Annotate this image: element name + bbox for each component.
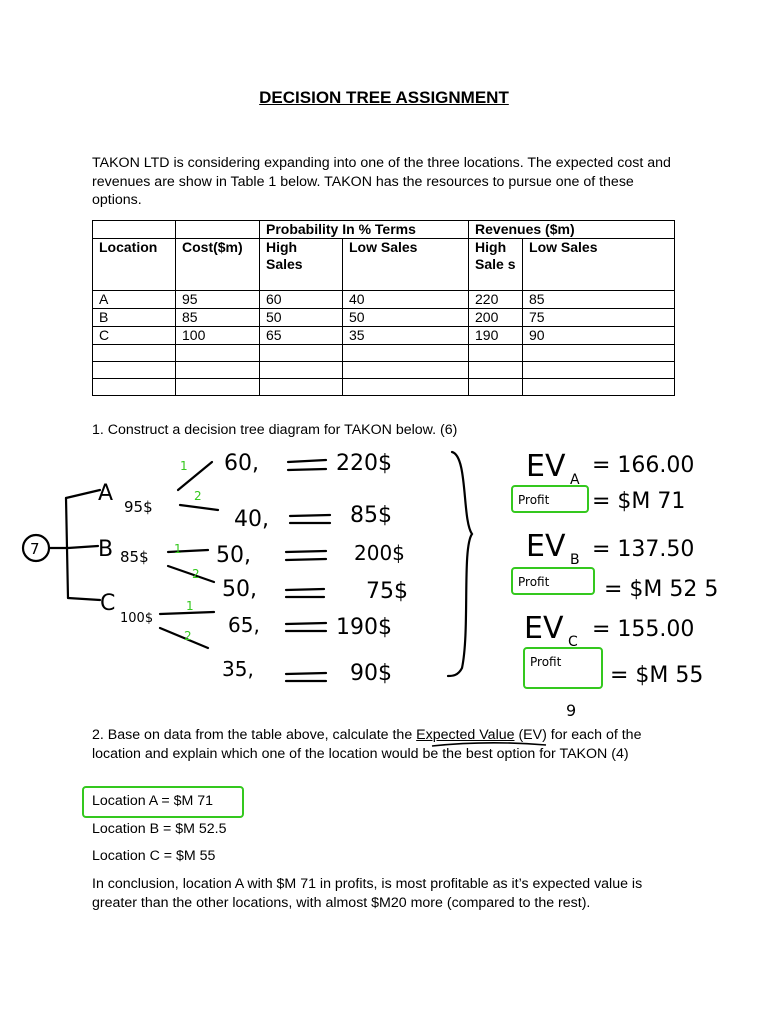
branch-revenue: 85$ bbox=[350, 503, 392, 528]
branch-number: 2 bbox=[192, 567, 200, 581]
node-cost: 85$ bbox=[120, 548, 149, 566]
table-cell: 35 bbox=[343, 327, 469, 345]
profit-label: Profit bbox=[518, 575, 550, 589]
answer-location-a: Location A = $M 71 bbox=[92, 793, 214, 809]
table-cell: 85 bbox=[176, 309, 260, 327]
table-cell: 220 bbox=[469, 291, 523, 309]
profit-value: = $M 71 bbox=[592, 489, 686, 514]
branch-number: 2 bbox=[194, 489, 202, 503]
ev-label: EV bbox=[524, 611, 564, 646]
table-cell: B bbox=[93, 309, 176, 327]
node-c: C bbox=[100, 591, 116, 616]
ev-label: EV bbox=[526, 529, 566, 564]
intro-paragraph: TAKON LTD is considering expanding into one of the three locations. The expected cost and revenues are show in Table 1 below. TAKON has the resources to pursue one of these options. bbox=[92, 155, 671, 208]
revenues-header: Revenues ($m) bbox=[469, 221, 675, 239]
table-cell: 90 bbox=[523, 327, 675, 345]
question-1: 1. Construct a decision tree diagram for TAKON below. (6) bbox=[92, 422, 458, 438]
ev-label: EV bbox=[526, 449, 566, 484]
brace-mark bbox=[448, 452, 472, 676]
table-row bbox=[93, 309, 675, 327]
node-b: B bbox=[98, 537, 114, 562]
branch-revenue: 90$ bbox=[350, 661, 392, 686]
ev-subscript: B bbox=[570, 552, 580, 568]
table-cell: 190 bbox=[469, 327, 523, 345]
table-cell: 200 bbox=[469, 309, 523, 327]
table-cell: 85 bbox=[523, 291, 675, 309]
decision-tree-drawing bbox=[0, 440, 768, 730]
question-2: 2. Base on data from the table above, calculate the Expected Value (EV) for each of the location and explain which one of the location would be the best option for TAKON (4) bbox=[92, 727, 642, 762]
table-cell: 95 bbox=[176, 291, 260, 309]
mark-annotation: 9 bbox=[566, 701, 577, 720]
table-cell: 75 bbox=[523, 309, 675, 327]
node-cost: 95$ bbox=[124, 498, 153, 516]
profit-value: = $M 52 5 bbox=[604, 577, 719, 602]
profit-label: Profit bbox=[530, 655, 562, 669]
node-a: A bbox=[98, 481, 114, 506]
empty-table-row bbox=[93, 362, 675, 379]
table-cell: A bbox=[93, 291, 176, 309]
branch-number: 1 bbox=[174, 542, 182, 556]
answer-location-c: Location C = $M 55 bbox=[92, 848, 216, 864]
ev-subscript: A bbox=[570, 472, 580, 488]
root-node-number: 7 bbox=[30, 540, 40, 558]
table-row bbox=[93, 327, 675, 345]
branch-revenue: 220$ bbox=[336, 451, 392, 476]
branch-probability: 65, bbox=[228, 613, 260, 637]
table-cell: C bbox=[93, 327, 176, 345]
table-group-header-row bbox=[93, 221, 675, 239]
expected-value-term: Expected Value bbox=[416, 727, 515, 743]
column-header: Low Sales bbox=[523, 239, 675, 291]
branch-probability: 40, bbox=[234, 507, 269, 532]
branch-probability: 50, bbox=[222, 577, 257, 602]
ev-value: = 137.50 bbox=[592, 537, 695, 562]
probability-header: Probability In % Terms bbox=[260, 221, 469, 239]
table-cell: 100 bbox=[176, 327, 260, 345]
branch-number: 2 bbox=[184, 629, 192, 643]
branch-number: 1 bbox=[180, 459, 188, 473]
profit-value: = $M 55 bbox=[610, 663, 704, 688]
empty-table-row bbox=[93, 345, 675, 362]
cost-revenue-table bbox=[92, 220, 675, 396]
answer-location-b: Location B = $M 52.5 bbox=[92, 821, 227, 837]
table-cell: 50 bbox=[260, 309, 343, 327]
branch-probability: 35, bbox=[222, 657, 254, 681]
empty-table-row bbox=[93, 379, 675, 396]
table-cell: 40 bbox=[343, 291, 469, 309]
conclusion-paragraph: In conclusion, location A with $M 71 in profits, is most profitable as it’s expected value is greater than the other locations, with almost $M20 more (compared to the rest). bbox=[92, 876, 643, 911]
ev-value: = 155.00 bbox=[592, 617, 695, 642]
table-row bbox=[93, 291, 675, 309]
table-column-header-row bbox=[93, 239, 675, 291]
table-cell: 65 bbox=[260, 327, 343, 345]
profit-label: Profit bbox=[518, 493, 550, 507]
ev-subscript: C bbox=[568, 634, 578, 650]
table-cell: 60 bbox=[260, 291, 343, 309]
branch-probability: 60, bbox=[224, 451, 259, 476]
branch-number: 1 bbox=[186, 599, 194, 613]
column-header: Location bbox=[93, 239, 176, 291]
column-header: Low Sales bbox=[343, 239, 469, 291]
branch-probability: 50, bbox=[216, 543, 251, 568]
table-cell: 50 bbox=[343, 309, 469, 327]
pen-underline bbox=[430, 740, 550, 752]
branch-revenue: 190$ bbox=[336, 615, 392, 640]
column-header: High Sale s bbox=[469, 239, 523, 291]
ev-value: = 166.00 bbox=[592, 453, 695, 478]
column-header: Cost($m) bbox=[176, 239, 260, 291]
document-title: DECISION TREE ASSIGNMENT bbox=[259, 88, 509, 107]
branch-revenue: 200$ bbox=[354, 541, 405, 565]
column-header: High Sales bbox=[260, 239, 343, 291]
node-cost: 100$ bbox=[120, 611, 154, 626]
branch-revenue: 75$ bbox=[366, 579, 408, 604]
